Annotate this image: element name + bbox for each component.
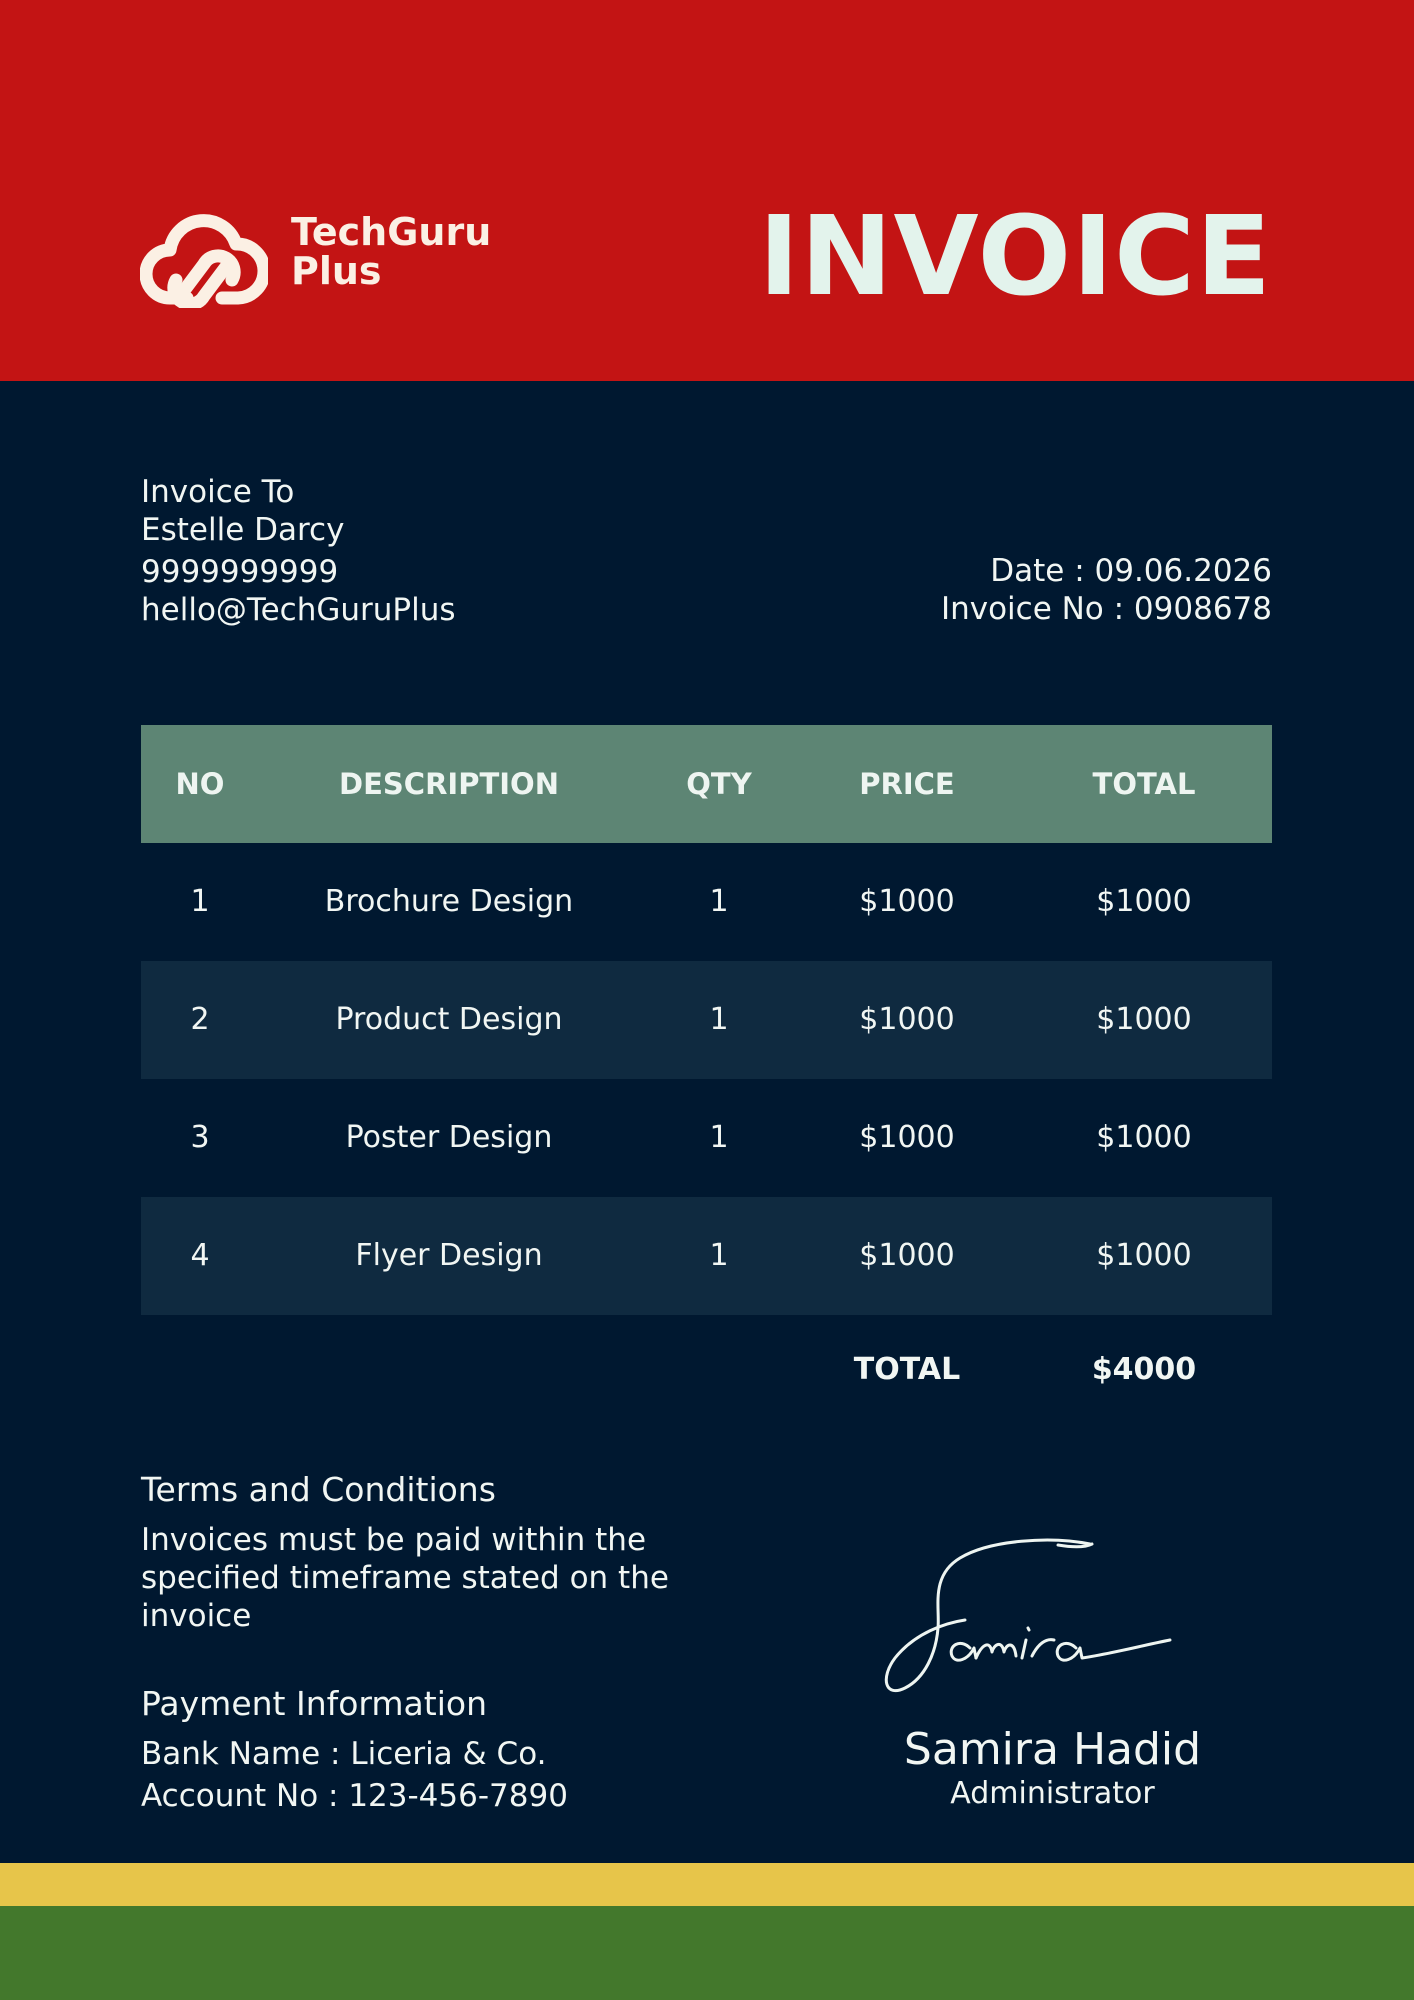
cloud-link-icon bbox=[140, 206, 268, 308]
bank-name: Bank Name : Liceria & Co. bbox=[141, 1736, 547, 1772]
client-email: hello@TechGuruPlus bbox=[141, 592, 456, 628]
header-description: DESCRIPTION bbox=[339, 767, 559, 801]
invoice-number: Invoice No : 0908678 bbox=[940, 591, 1272, 627]
row-total: $1000 bbox=[1096, 884, 1192, 919]
header-qty: QTY bbox=[686, 767, 752, 801]
row-description: Brochure Design bbox=[324, 884, 574, 919]
row-total: $1000 bbox=[1096, 1002, 1192, 1037]
brand-line-2: Plus bbox=[291, 249, 382, 293]
footer-stripe-green bbox=[0, 1906, 1414, 2000]
brand-name bbox=[291, 210, 492, 293]
bill-to-label: Invoice To bbox=[141, 474, 295, 510]
terms-title: Terms and Conditions bbox=[141, 1470, 496, 1509]
line-items-table bbox=[141, 725, 1272, 1315]
header-band bbox=[0, 0, 1414, 381]
signature-image bbox=[870, 1528, 1220, 1708]
client-phone: 9999999999 bbox=[141, 554, 339, 590]
account-number: Account No : 123-456-7890 bbox=[141, 1778, 568, 1814]
row-description: Poster Design bbox=[345, 1120, 553, 1155]
terms-body: Invoices must be paid within the specified timeframe stated on the invoice bbox=[141, 1522, 669, 1634]
invoice-meta bbox=[941, 552, 1272, 628]
header-total: TOTAL bbox=[1092, 767, 1196, 801]
row-total: $1000 bbox=[1096, 1120, 1192, 1155]
table-row bbox=[141, 961, 1272, 1079]
row-price: $1000 bbox=[859, 884, 955, 919]
row-qty: 1 bbox=[709, 1120, 729, 1155]
invoice-title: INVOICE bbox=[758, 192, 1272, 320]
header-price: PRICE bbox=[859, 767, 955, 801]
row-price: $1000 bbox=[859, 1120, 955, 1155]
row-no: 1 bbox=[190, 884, 210, 919]
row-description: Product Design bbox=[335, 1002, 563, 1037]
grand-total-value: $4000 bbox=[1091, 1352, 1197, 1387]
brand-line-1: TechGuru bbox=[291, 210, 492, 254]
table-row bbox=[141, 843, 1272, 961]
row-no: 4 bbox=[190, 1238, 210, 1273]
table-row bbox=[141, 1079, 1272, 1197]
grand-total-row bbox=[141, 1343, 1272, 1397]
table-header-row bbox=[141, 725, 1272, 843]
grand-total-label: TOTAL bbox=[853, 1352, 961, 1387]
row-qty: 1 bbox=[709, 884, 729, 919]
row-qty: 1 bbox=[709, 1002, 729, 1037]
table-row bbox=[141, 1197, 1272, 1315]
invoice-date: Date : 09.06.2026 bbox=[990, 553, 1272, 589]
signer-name: Samira Hadid bbox=[903, 1724, 1202, 1775]
row-total: $1000 bbox=[1096, 1238, 1192, 1273]
signer-role: Administrator bbox=[950, 1776, 1155, 1811]
payment-details bbox=[141, 1733, 568, 1817]
row-price: $1000 bbox=[859, 1002, 955, 1037]
client-name: Estelle Darcy bbox=[141, 512, 345, 548]
row-no: 3 bbox=[190, 1120, 210, 1155]
row-qty: 1 bbox=[709, 1238, 729, 1273]
row-no: 2 bbox=[190, 1002, 210, 1037]
footer-stripe-yellow bbox=[0, 1863, 1414, 1906]
row-price: $1000 bbox=[859, 1238, 955, 1273]
row-description: Flyer Design bbox=[355, 1238, 543, 1273]
bill-to-block bbox=[141, 473, 456, 629]
header-no: NO bbox=[175, 767, 225, 801]
payment-title: Payment Information bbox=[141, 1684, 487, 1723]
